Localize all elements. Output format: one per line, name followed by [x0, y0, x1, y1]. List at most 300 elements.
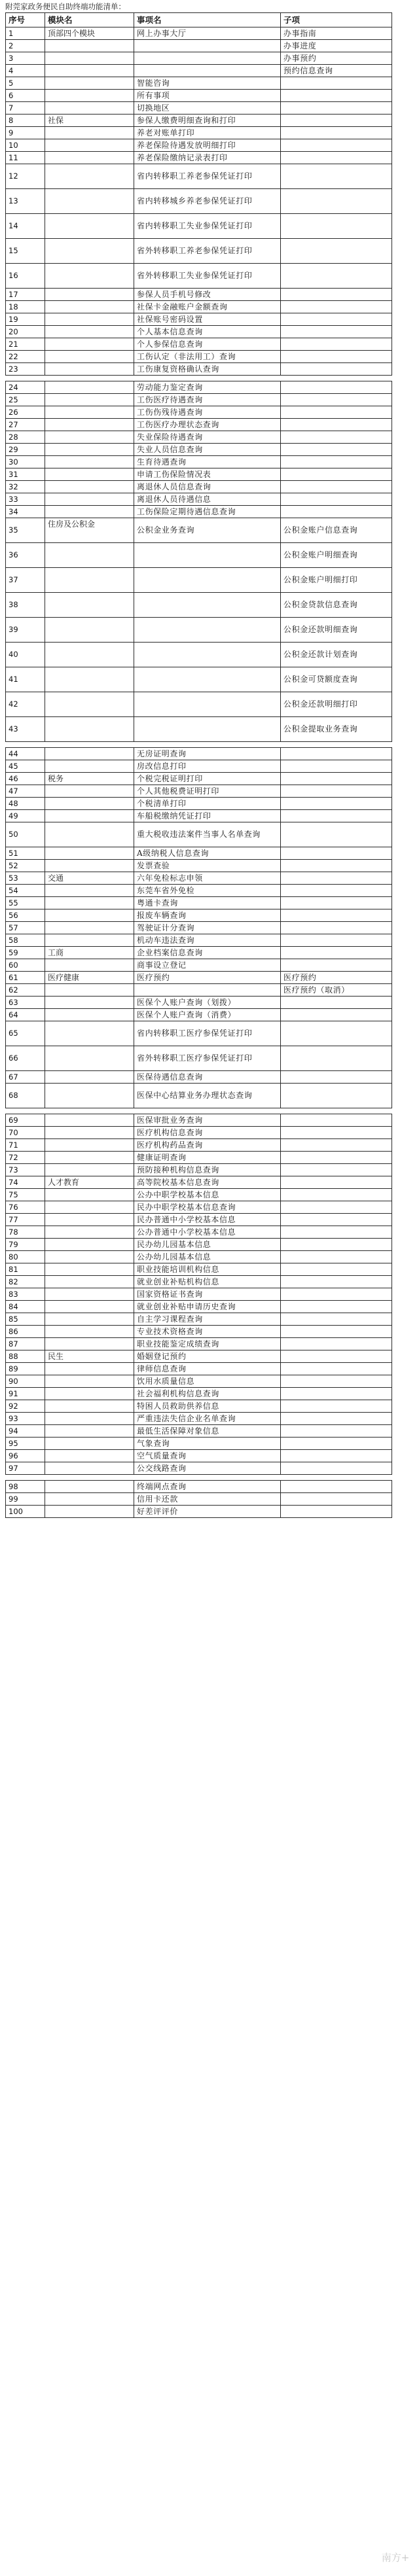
module-name-cell [45, 493, 134, 506]
row-number-cell: 67 [6, 1071, 45, 1084]
table-row [6, 1462, 392, 1475]
function-list-table [5, 12, 392, 1518]
table-row [6, 1375, 392, 1388]
group-gap [6, 1475, 392, 1481]
row-number-cell: 32 [6, 481, 45, 493]
sub-item-cell [281, 1425, 392, 1438]
sub-item-cell: 公积金还款计划查询 [281, 643, 392, 667]
module-name-cell [45, 810, 134, 822]
module-name-cell [45, 1326, 134, 1338]
row-number-cell: 86 [6, 1326, 45, 1338]
sub-item-cell [281, 139, 392, 152]
row-number-cell: 87 [6, 1338, 45, 1350]
table-row [6, 102, 392, 115]
row-number-cell: 66 [6, 1046, 45, 1071]
sub-item-cell [281, 289, 392, 301]
gap-cell [6, 376, 45, 381]
table-row [6, 593, 392, 618]
item-name-cell: 省内转移城乡养老参保凭证打印 [134, 189, 281, 214]
table-row [6, 947, 392, 959]
table-row [6, 406, 392, 419]
module-name-cell [45, 444, 134, 456]
header-module: 模块名 [45, 13, 134, 27]
item-name-cell: 离退休人员待遇信息 [134, 493, 281, 506]
sub-item-cell: 预约信息查询 [281, 65, 392, 77]
table-row [6, 785, 392, 798]
sub-item-cell [281, 444, 392, 456]
table-row [6, 1481, 392, 1493]
row-number-cell: 43 [6, 717, 45, 742]
module-name-cell [45, 326, 134, 338]
sub-item-cell [281, 127, 392, 139]
module-name-cell: 税务 [45, 773, 134, 785]
module-name-cell [45, 860, 134, 872]
module-name-cell [45, 152, 134, 164]
table-row [6, 773, 392, 785]
sub-item-cell [281, 189, 392, 214]
table-row [6, 1338, 392, 1350]
sub-item-cell: 公积金贷款信息查询 [281, 593, 392, 618]
item-name-cell: 信用卡还款 [134, 1493, 281, 1506]
row-number-cell: 13 [6, 189, 45, 214]
row-number-cell: 97 [6, 1462, 45, 1475]
sub-item-cell [281, 493, 392, 506]
module-name-cell [45, 760, 134, 773]
sub-item-cell [281, 313, 392, 326]
sub-item-cell [281, 1214, 392, 1226]
item-name-cell: 商事设立登记 [134, 959, 281, 972]
row-number-cell: 80 [6, 1251, 45, 1263]
table-row [6, 27, 392, 40]
module-name-cell [45, 897, 134, 909]
item-name-cell: 国家资格证书查询 [134, 1288, 281, 1301]
table-row [6, 214, 392, 239]
table-row [6, 984, 392, 997]
module-name-cell [45, 1438, 134, 1450]
module-name-cell [45, 997, 134, 1009]
module-name-cell [45, 1481, 134, 1493]
row-number-cell: 54 [6, 885, 45, 897]
table-row [6, 1450, 392, 1462]
module-name-cell [45, 351, 134, 363]
item-name-cell: 申请工伤保险情况表 [134, 468, 281, 481]
sub-item-cell [281, 1152, 392, 1164]
item-name-cell: 重大税收违法案件当事人名单查询 [134, 822, 281, 847]
sub-item-cell [281, 1450, 392, 1462]
sub-item-cell: 公积金账户明细查询 [281, 543, 392, 568]
item-name-cell: 饮用水质量信息 [134, 1375, 281, 1388]
row-number-cell: 56 [6, 909, 45, 922]
gap-cell [6, 1475, 45, 1481]
module-name-cell [45, 1226, 134, 1239]
item-name-cell: 就业创业补贴申请历史查询 [134, 1301, 281, 1313]
item-name-cell [134, 667, 281, 692]
row-number-cell: 33 [6, 493, 45, 506]
module-name-cell [45, 885, 134, 897]
item-name-cell: 参保人缴费明细查询和打印 [134, 115, 281, 127]
sub-item-cell [281, 1350, 392, 1363]
module-name-cell [45, 289, 134, 301]
module-name-cell [45, 431, 134, 444]
module-name-cell [45, 1375, 134, 1388]
sub-item-cell: 公积金账户信息查询 [281, 518, 392, 543]
module-name-cell [45, 1009, 134, 1021]
sub-item-cell [281, 934, 392, 947]
module-name-cell: 住房及公积金 [45, 518, 134, 543]
header-item: 事项名 [134, 13, 281, 27]
gap-cell [6, 742, 45, 748]
sub-item-cell [281, 1326, 392, 1338]
table-row [6, 127, 392, 139]
item-name-cell: 空气质量查询 [134, 1450, 281, 1462]
table-row [6, 1425, 392, 1438]
item-name-cell: 民办幼儿园基本信息 [134, 1239, 281, 1251]
module-name-cell [45, 1114, 134, 1127]
row-number-cell: 55 [6, 897, 45, 909]
item-name-cell: 失业人员信息查询 [134, 444, 281, 456]
sub-item-cell [281, 909, 392, 922]
row-number-cell: 63 [6, 997, 45, 1009]
module-name-cell [45, 77, 134, 90]
item-name-cell [134, 643, 281, 667]
module-name-cell [45, 1493, 134, 1506]
table-row [6, 444, 392, 456]
item-name-cell: 公积金业务查询 [134, 518, 281, 543]
row-number-cell: 41 [6, 667, 45, 692]
table-row [6, 90, 392, 102]
sub-item-cell [281, 363, 392, 376]
item-name-cell: 医疗机构药品查询 [134, 1139, 281, 1152]
table-row [6, 1084, 392, 1108]
table-row [6, 1009, 392, 1021]
table-row [6, 1164, 392, 1176]
module-name-cell [45, 1084, 134, 1108]
sub-item-cell [281, 1493, 392, 1506]
item-name-cell: 律师信息查询 [134, 1363, 281, 1375]
sub-item-cell [281, 90, 392, 102]
sub-item-cell [281, 1239, 392, 1251]
gap-cell [134, 1475, 281, 1481]
item-name-cell: 高等院校基本信息查询 [134, 1176, 281, 1189]
module-name-cell [45, 667, 134, 692]
module-name-cell [45, 1400, 134, 1413]
item-name-cell: 粤通卡查询 [134, 897, 281, 909]
module-name-cell [45, 922, 134, 934]
module-name-cell [45, 363, 134, 376]
module-name-cell [45, 419, 134, 431]
row-number-cell: 94 [6, 1425, 45, 1438]
row-number-cell: 20 [6, 326, 45, 338]
row-number-cell: 49 [6, 810, 45, 822]
table-row [6, 518, 392, 543]
sub-item-cell [281, 1400, 392, 1413]
module-name-cell [45, 1425, 134, 1438]
sub-item-cell [281, 760, 392, 773]
header-sub: 子项 [281, 13, 392, 27]
module-name-cell [45, 164, 134, 189]
row-number-cell: 47 [6, 785, 45, 798]
table-row [6, 872, 392, 885]
item-name-cell: 个税清单打印 [134, 798, 281, 810]
sub-item-cell [281, 997, 392, 1009]
item-name-cell: 医保中心结算业务办理状态查询 [134, 1084, 281, 1108]
item-name-cell: 生育待遇查询 [134, 456, 281, 468]
item-name-cell [134, 52, 281, 65]
table-row [6, 1071, 392, 1084]
sub-item-cell: 医疗预约（取消） [281, 984, 392, 997]
module-name-cell [45, 1276, 134, 1288]
gap-cell [45, 376, 134, 381]
table-row [6, 301, 392, 313]
row-number-cell: 40 [6, 643, 45, 667]
module-name-cell [45, 909, 134, 922]
table-row [6, 1350, 392, 1363]
table-row [6, 897, 392, 909]
module-name-cell [45, 264, 134, 289]
table-row [6, 822, 392, 847]
item-name-cell: 智能咨询 [134, 77, 281, 90]
row-number-cell: 14 [6, 214, 45, 239]
table-row [6, 959, 392, 972]
item-name-cell: 劳动能力鉴定查询 [134, 381, 281, 394]
row-number-cell: 70 [6, 1127, 45, 1139]
table-row [6, 506, 392, 518]
table-row [6, 52, 392, 65]
sub-item-cell: 公积金还款明细查询 [281, 618, 392, 643]
sub-item-cell [281, 406, 392, 419]
item-name-cell: 网上办事大厅 [134, 27, 281, 40]
module-name-cell [45, 394, 134, 406]
module-name-cell: 人才教育 [45, 1176, 134, 1189]
gap-cell [45, 1108, 134, 1114]
item-name-cell: 省内转移职工医疗参保凭证打印 [134, 1021, 281, 1046]
item-name-cell: 医保个人账户查询（划拨） [134, 997, 281, 1009]
module-name-cell [45, 1313, 134, 1326]
module-name-cell [45, 785, 134, 798]
row-number-cell: 98 [6, 1481, 45, 1493]
table-row [6, 289, 392, 301]
item-name-cell: 气象查询 [134, 1438, 281, 1450]
table-row [6, 1493, 392, 1506]
row-number-cell: 52 [6, 860, 45, 872]
item-name-cell: 公办中职学校基本信息 [134, 1189, 281, 1201]
row-number-cell: 74 [6, 1176, 45, 1189]
sub-item-cell [281, 1263, 392, 1276]
module-name-cell: 工商 [45, 947, 134, 959]
table-row [6, 692, 392, 717]
sub-item-cell [281, 1481, 392, 1493]
module-name-cell [45, 301, 134, 313]
gap-cell [134, 742, 281, 748]
item-name-cell: 发票查验 [134, 860, 281, 872]
table-row [6, 1438, 392, 1450]
row-number-cell: 45 [6, 760, 45, 773]
sub-item-cell [281, 1313, 392, 1326]
module-name-cell [45, 239, 134, 264]
row-number-cell: 37 [6, 568, 45, 593]
sub-item-cell [281, 822, 392, 847]
row-number-cell: 48 [6, 798, 45, 810]
table-row [6, 1152, 392, 1164]
item-name-cell: 省外转移职工医疗参保凭证打印 [134, 1046, 281, 1071]
item-name-cell: 自主学习课程查询 [134, 1313, 281, 1326]
table-row [6, 468, 392, 481]
sub-item-cell [281, 1009, 392, 1021]
row-number-cell: 50 [6, 822, 45, 847]
item-name-cell: 离退休人员信息查询 [134, 481, 281, 493]
table-row [6, 934, 392, 947]
row-number-cell: 19 [6, 313, 45, 326]
row-number-cell: 59 [6, 947, 45, 959]
module-name-cell [45, 1288, 134, 1301]
item-name-cell: 个人参保信息查询 [134, 338, 281, 351]
row-number-cell: 78 [6, 1226, 45, 1239]
table-row [6, 164, 392, 189]
sub-item-cell [281, 1363, 392, 1375]
item-name-cell [134, 65, 281, 77]
row-number-cell: 24 [6, 381, 45, 394]
table-row [6, 326, 392, 338]
table-row [6, 922, 392, 934]
item-name-cell: 医保个人账户查询（消费） [134, 1009, 281, 1021]
row-number-cell: 60 [6, 959, 45, 972]
module-name-cell: 医疗健康 [45, 972, 134, 984]
item-name-cell: 工伤认定（非法用工）查询 [134, 351, 281, 363]
row-number-cell: 64 [6, 1009, 45, 1021]
item-name-cell: 职业技能培训机构信息 [134, 1263, 281, 1276]
table-row [6, 748, 392, 760]
row-number-cell: 95 [6, 1438, 45, 1450]
group-gap [6, 376, 392, 381]
item-name-cell [134, 593, 281, 618]
sub-item-cell [281, 1375, 392, 1388]
module-name-cell [45, 1462, 134, 1475]
item-name-cell: 终端网点查询 [134, 1481, 281, 1493]
sub-item-cell [281, 419, 392, 431]
module-name-cell [45, 1413, 134, 1425]
table-row [6, 810, 392, 822]
module-name-cell [45, 52, 134, 65]
row-number-cell: 15 [6, 239, 45, 264]
module-name-cell [45, 406, 134, 419]
table-row [6, 1046, 392, 1071]
gap-cell [6, 1108, 45, 1114]
item-name-cell: 民办中职学校基本信息查询 [134, 1201, 281, 1214]
table-row [6, 1313, 392, 1326]
module-name-cell [45, 568, 134, 593]
row-number-cell: 93 [6, 1413, 45, 1425]
item-name-cell: 医保审批业务查询 [134, 1114, 281, 1127]
row-number-cell: 3 [6, 52, 45, 65]
item-name-cell: 东莞车省外免检 [134, 885, 281, 897]
item-name-cell: 报废车辆查询 [134, 909, 281, 922]
row-number-cell: 81 [6, 1263, 45, 1276]
table-row [6, 860, 392, 872]
row-number-cell: 38 [6, 593, 45, 618]
table-row [6, 1326, 392, 1338]
row-number-cell: 4 [6, 65, 45, 77]
watermark-logo-text: 南方+ [381, 2552, 410, 2564]
module-name-cell [45, 90, 134, 102]
gap-cell [281, 742, 392, 748]
sub-item-cell [281, 1046, 392, 1071]
module-name-cell [45, 543, 134, 568]
sub-item-cell [281, 468, 392, 481]
group-gap [6, 742, 392, 748]
sub-item-cell [281, 214, 392, 239]
row-number-cell: 16 [6, 264, 45, 289]
row-number-cell: 7 [6, 102, 45, 115]
module-name-cell [45, 692, 134, 717]
table-row [6, 1239, 392, 1251]
item-name-cell: 养老对账单打印 [134, 127, 281, 139]
table-row [6, 431, 392, 444]
module-name-cell [45, 1301, 134, 1313]
table-row [6, 1363, 392, 1375]
row-number-cell: 9 [6, 127, 45, 139]
module-name-cell [45, 1251, 134, 1263]
table-row [6, 1263, 392, 1276]
module-name-cell [45, 934, 134, 947]
table-header-row [6, 13, 392, 27]
module-name-cell [45, 847, 134, 860]
item-name-cell: 社会福利机构信息查询 [134, 1388, 281, 1400]
item-name-cell: 工伤医疗待遇查询 [134, 394, 281, 406]
sub-item-cell [281, 115, 392, 127]
module-name-cell [45, 748, 134, 760]
module-name-cell [45, 481, 134, 493]
module-name-cell [45, 381, 134, 394]
sub-item-cell [281, 152, 392, 164]
item-name-cell [134, 568, 281, 593]
row-number-cell: 26 [6, 406, 45, 419]
sub-item-cell [281, 897, 392, 909]
item-name-cell: 健康证明查询 [134, 1152, 281, 1164]
table-row [6, 189, 392, 214]
row-number-cell: 89 [6, 1363, 45, 1375]
table-row [6, 40, 392, 52]
item-name-cell: 婚姻登记预约 [134, 1350, 281, 1363]
table-row [6, 1201, 392, 1214]
item-name-cell: 就业创业补贴机构信息 [134, 1276, 281, 1288]
sub-item-cell: 公积金提取业务查询 [281, 717, 392, 742]
sub-item-cell [281, 1462, 392, 1475]
module-name-cell [45, 1164, 134, 1176]
item-name-cell: 职业技能鉴定成绩查询 [134, 1338, 281, 1350]
row-number-cell: 73 [6, 1164, 45, 1176]
row-number-cell: 79 [6, 1239, 45, 1251]
sub-item-cell [281, 239, 392, 264]
row-number-cell: 11 [6, 152, 45, 164]
table-row [6, 1251, 392, 1263]
item-name-cell: 个人基本信息查询 [134, 326, 281, 338]
item-name-cell: 驾驶证计分查询 [134, 922, 281, 934]
table-row [6, 1226, 392, 1239]
sub-item-cell [281, 381, 392, 394]
module-name-cell [45, 643, 134, 667]
row-number-cell: 83 [6, 1288, 45, 1301]
item-name-cell: 社保卡金融账户金额查询 [134, 301, 281, 313]
table-row [6, 1388, 392, 1400]
table-row [6, 1214, 392, 1226]
module-name-cell [45, 1071, 134, 1084]
module-name-cell [45, 127, 134, 139]
table-row [6, 456, 392, 468]
row-number-cell: 44 [6, 748, 45, 760]
item-name-cell [134, 618, 281, 643]
item-name-cell [134, 717, 281, 742]
gap-cell [45, 742, 134, 748]
